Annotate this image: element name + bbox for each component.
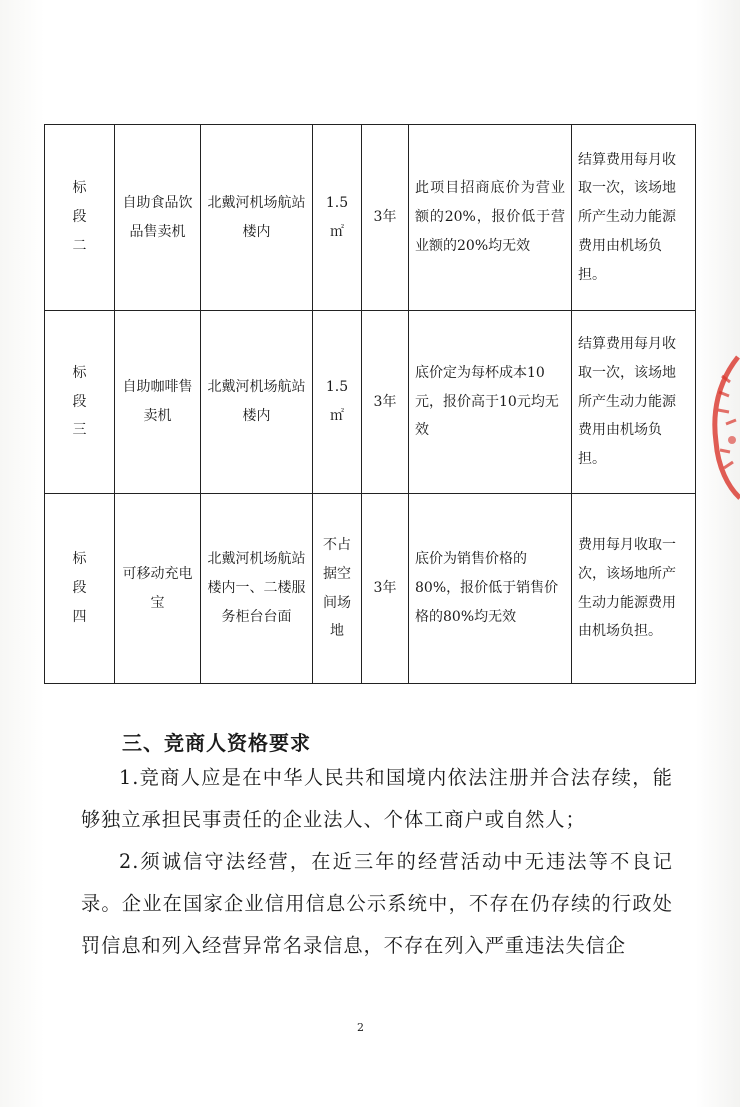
section-cell: 标 段 四 bbox=[45, 494, 115, 684]
section-heading: 三、竞商人资格要求 bbox=[122, 731, 311, 755]
requirement-paragraph-1: 1.竞商人应是在中华人民共和国境内依法注册并合法存续，能够独立承担民事责任的企业法人、个体工商户或自然人； bbox=[81, 766, 673, 831]
area-cell: 1.5㎡ bbox=[313, 311, 362, 494]
location-cell: 北戴河机场航站楼内一、二楼服务柜台台面 bbox=[201, 494, 313, 684]
item-cell: 自助咖啡售卖机 bbox=[115, 311, 201, 494]
item-cell: 可移动充电宝 bbox=[115, 494, 201, 684]
area-cell: 不占据空间场地 bbox=[313, 494, 362, 684]
price-rule-cell: 底价定为每杯成本10元，报价高于10元均无效 bbox=[409, 311, 572, 494]
section-cell: 标 段 三 bbox=[45, 311, 115, 494]
requirement-paragraph-2: 2.须诚信守法经营，在近三年的经营活动中无违法等不良记录。企业在国家企业信用信息公示系统中，不存在仍存续的行政处罚信息和列入经营异常名录信息，不存在列入严重违法失信企 bbox=[81, 850, 673, 957]
price-rule-cell: 底价为销售价格的80%，报价低于销售价格的80%均无效 bbox=[409, 494, 572, 684]
term-cell: 3年 bbox=[362, 311, 409, 494]
table-row bbox=[45, 494, 696, 684]
term-cell: 3年 bbox=[362, 494, 409, 684]
page-number: 2 bbox=[357, 1021, 364, 1034]
red-seal-icon bbox=[708, 352, 740, 502]
fee-note-cell: 结算费用每月收取一次，该场地所产生动力能源费用由机场负担。 bbox=[572, 125, 696, 311]
table-row bbox=[45, 311, 696, 494]
area-cell: 1.5㎡ bbox=[313, 125, 362, 311]
term-cell: 3年 bbox=[362, 125, 409, 311]
location-cell: 北戴河机场航站楼内 bbox=[201, 311, 313, 494]
table-row bbox=[45, 125, 696, 311]
section-cell: 标 段 二 bbox=[45, 125, 115, 311]
price-rule-cell: 此项目招商底价为营业额的20%，报价低于营业额的20%均无效 bbox=[409, 125, 572, 311]
bid-section-table bbox=[44, 124, 696, 684]
fee-note-cell: 费用每月收取一次，该场地所产生动力能源费用由机场负担。 bbox=[572, 494, 696, 684]
fee-note-cell: 结算费用每月收取一次，该场地所产生动力能源费用由机场负担。 bbox=[572, 311, 696, 494]
location-cell: 北戴河机场航站楼内 bbox=[201, 125, 313, 311]
item-cell: 自助食品饮品售卖机 bbox=[115, 125, 201, 311]
